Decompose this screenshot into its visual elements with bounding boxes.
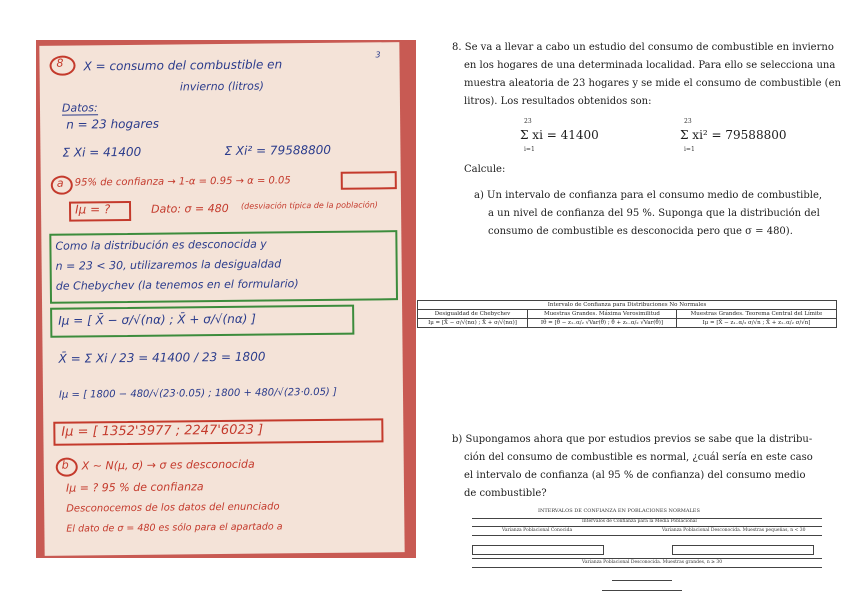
part-a-label: a	[56, 176, 64, 190]
sum-upper-limit-1: 23	[524, 118, 532, 125]
sum-x: Σ Xi = 41400	[62, 144, 142, 160]
problem-line-2: en los hogares de una determinada localidad. Para ello se selecciona una	[464, 60, 836, 71]
sum-x-printed: Σ xi = 41400	[520, 128, 599, 142]
col-central-limit: Muestras Grandes. Teorema Central del Límite	[676, 310, 836, 319]
alpha-box	[341, 171, 397, 190]
non-normal-ci-table	[417, 300, 837, 328]
formula-central-limit: Iμ = [X̄ − z₁₋α/₂ σ/√n ; X̄ + z₁₋α/₂ σ/√n]	[676, 319, 836, 328]
datos-label: Datos:	[61, 101, 98, 115]
chebychev-note-2: n = 23 < 30, utilizaremos la desigualdad	[55, 257, 282, 273]
part-b-printed-2: ción del consumo de combustible es normal, ¿cuál sería en este caso	[464, 452, 813, 463]
formula-max-likelihood: Iθ = [θ̂ − z₁₋α/₂ √Var(θ̂) ; θ̂ + z₁₋α/₂ √Var(θ̂)]	[527, 319, 676, 328]
confidence-line: 95% de confianza → 1-α = 0.95 → α = 0.05	[74, 175, 291, 189]
problem-line-4: litros). Los resultados obtenidos son:	[464, 96, 652, 107]
mean-calculation: X̄ = Σ Xi / 23 = 41400 / 23 = 1800	[58, 349, 266, 366]
part-a-line-2: a un nivel de confianza del 95 %. Suponga que la distribución del	[488, 208, 820, 219]
part-b-line-1: X ~ N(μ, σ) → σ es desconocida	[81, 457, 255, 473]
part-a-line-3: consumo de combustible es desconocida pero que σ = 480).	[488, 226, 793, 237]
part-b-printed-3: el intervalo de confianza (al 95 % de confianza) del consumo medio	[464, 470, 806, 481]
sum-upper-limit-2: 23	[684, 118, 692, 125]
sum-x2: Σ Xi² = 79588800	[224, 142, 332, 158]
col-max-likelihood: Muestras Grandes. Máxima Verosimilitud	[527, 310, 676, 319]
problem-line-3: muestra aleatoria de 23 hogares y se mide el consumo de combustible (en	[464, 78, 841, 89]
result-interval: Iμ = [ 1352'3977 ; 2247'6023 ]	[61, 422, 264, 440]
n-line: n = 23 hogares	[66, 116, 160, 132]
chebychev-formula: Iμ = [ X̄ − σ/√(nα) ; X̄ + σ/√(nα) ]	[58, 311, 256, 328]
interval-calculation: Iμ = [ 1800 − 480/√(23·0.05) ; 1800 + 480/√(23·0.05) ]	[58, 386, 337, 401]
normal-ci-subtitle: Intervalos de Confianza para la Media Poblacional	[582, 519, 697, 524]
part-b-label: b	[61, 458, 69, 472]
sigma-note: (desviación típica de la población)	[240, 200, 378, 211]
part-b-printed-1: b) Supongamos ahora que por estudios previos se sabe que la distribu-	[452, 434, 813, 445]
formula-chebychev: Iμ = [X̄ − σ/√(nα) ; X̄ + σ/√(nα)]	[418, 319, 528, 328]
notebook-page	[39, 42, 404, 556]
normal-ci-table	[472, 518, 822, 592]
item-number: 8	[56, 56, 64, 70]
variable-definition-2: invierno (litros)	[179, 79, 264, 94]
sum-lower-limit-1: i=1	[524, 146, 535, 153]
chebychev-note-3: de Chebychev (la tenemos en el formulario)	[55, 277, 299, 293]
part-a-line-1: a) Un intervalo de confianza para el consumo medio de combustible,	[474, 190, 823, 201]
imu-question: Iμ = ?	[74, 202, 111, 217]
sum-lower-limit-2: i=1	[684, 146, 695, 153]
page-number: 3	[375, 50, 381, 60]
calcule-label: Calcule:	[464, 164, 506, 175]
part-b-line-3: Desconocemos de los datos del enunciado	[66, 501, 280, 515]
sum-x2-printed: Σ xi² = 79588800	[680, 128, 787, 142]
variable-definition-1: X = consumo del combustible en	[83, 57, 283, 74]
sigma-dato: Dato: σ = 480	[150, 201, 229, 216]
part-b-line-2: Iμ = ? 95 % de confianza	[65, 480, 204, 495]
col-chebychev: Desigualdad de Chebychev	[418, 310, 528, 319]
table-title: Intervalo de Confianza para Distribuciones No Normales	[418, 301, 837, 310]
problem-line-1: 8. Se va a llevar a cabo un estudio del consumo de combustible en invierno	[452, 42, 834, 53]
handwritten-notes-photo	[36, 40, 416, 558]
normal-ci-title: INTERVALOS DE CONFIANZA EN POBLACIONES NORMALES	[538, 508, 700, 514]
part-b-line-4: El dato de σ = 480 es sólo para el apartado a	[66, 521, 283, 535]
known-variance-label: Varianza Poblacional Conocida	[502, 528, 573, 533]
part-b-printed-4: de combustible?	[464, 488, 547, 499]
chebychev-note-1: Como la distribución es desconocida y	[55, 237, 267, 253]
unknown-variance-small-label: Varianza Poblacional Desconocida. Muestras pequeñas, n < 30	[662, 528, 806, 533]
unknown-variance-large-label: Varianza Poblacional Desconocida. Muestras grandes, n ≥ 30	[582, 560, 723, 565]
